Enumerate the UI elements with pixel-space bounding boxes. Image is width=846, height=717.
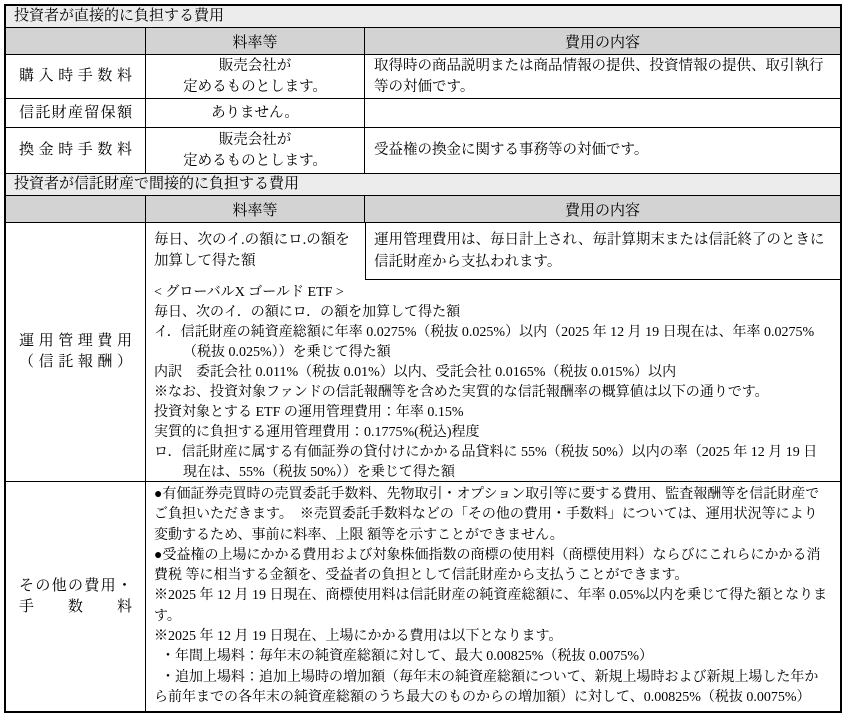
purchase-fee-rate-line1: 販売会社が <box>218 58 292 74</box>
column-header-blank <box>6 28 145 54</box>
reserve-amount-rate: ありません。 <box>211 104 299 121</box>
other-fees-p5: ・年間上場料：毎年末の純資産総額に対して、最大 0.00825%（税抜 0.0075%） <box>161 649 654 665</box>
other-fees-p3: ※2025 年 12 月 19 日現在、商標使用料は信託財産の純資産総額に、年率 0.05%以内を乗じて得た額となります。 <box>154 588 828 624</box>
column-header-rate: 料率等 <box>145 28 364 54</box>
reserve-amount-label-cell <box>6 99 145 127</box>
other-fees-label-line1: その他の費用・ <box>19 577 132 594</box>
column-header-row-indirect <box>6 196 840 223</box>
purchase-fee-desc: 取得時の商品説明または商品情報の提供、投資情報の提供、取引執行等の対価です。 <box>374 58 824 95</box>
management-fee-body <box>145 223 840 481</box>
fund-name-line: < グローバルX ゴールド ETF > <box>154 285 344 300</box>
purchase-fee-label-cell <box>6 55 145 98</box>
row-other-fees <box>6 482 840 711</box>
etf-fee-line: 投資対象とする ETF の運用管理費用：年率 0.15% <box>154 405 464 420</box>
management-fee-detail <box>146 280 840 483</box>
purchase-fee-label: 購入時手数料 <box>19 68 132 84</box>
purchase-fee-desc-cell <box>364 55 840 98</box>
row-management-fee <box>6 223 840 482</box>
redemption-fee-rate-line2: 定めるものとします。 <box>183 152 327 169</box>
section-title-direct: 投資者が直接的に負担する費用 <box>6 6 840 28</box>
item-ro-line: ロ．信託財産に属する有価証券の貸付けにかかる品貸料に 55%（税抜 50%）以内の率（2025 年 12 月 19 日現在は、55%（税抜 50%））を乗じて得た額 <box>154 445 818 480</box>
note-line: ※なお、投資対象ファンドの信託報酬等を含めた実質的な信託報酬率の概算値は以下の通りです。 <box>154 385 769 400</box>
reserve-amount-rate-cell <box>145 99 364 127</box>
redemption-fee-label: 換金時手数料 <box>19 142 132 158</box>
other-fees-body <box>145 482 840 711</box>
calc-line: 毎日、次のイ．の額にロ．の額を加算して得た額 <box>154 305 461 320</box>
management-fee-summary-subrow <box>146 223 840 280</box>
reserve-amount-label: 信託財産留保額 <box>19 104 132 121</box>
other-fees-label-cell <box>6 482 145 711</box>
column-header-desc-2: 費用の内容 <box>364 196 840 222</box>
redemption-fee-rate-line1: 販売会社が <box>218 132 292 148</box>
column-header-blank-2 <box>6 196 145 222</box>
column-header-rate-2: 料率等 <box>145 196 364 222</box>
column-header-desc: 費用の内容 <box>364 28 840 54</box>
purchase-fee-rate-line2: 定めるものとします。 <box>183 78 327 95</box>
other-fees-p2: ●受益権の上場にかかる費用および対象株価指数の商標の使用料（商標使用料）ならびにこれらにかかる消費税 等に相当する金額を、受益者の負担として信託財産から支払うことができます。 <box>154 547 821 584</box>
row-redemption-fee <box>6 128 840 174</box>
purchase-fee-rate-cell <box>145 55 364 98</box>
management-fee-desc-summary: 運用管理費用は、毎日計上され、毎計算期末または信託終了のときに信託財産から支払われます。 <box>365 223 840 280</box>
other-fees-p1: ●有価証券売買時の売買委託手数料、先物取引・オプション取引等に要する費用、監査報酬等を信託財産でご負担いただきます。 ※売買委託手数料などの「その他の費用・手数料」については、運用状況等により変動するため、事前に料率、上限 額等を示すことができません。 <box>154 487 820 543</box>
fee-table <box>4 4 842 713</box>
redemption-fee-label-cell <box>6 128 145 173</box>
breakdown-line: 内訳 委託会社 0.011%（税抜 0.01%）以内、受託会社 0.0165%（税抜 0.015%）以内 <box>154 365 677 380</box>
reserve-amount-desc-cell <box>364 99 840 127</box>
management-fee-label-cell <box>6 223 145 481</box>
column-header-row-direct <box>6 28 840 55</box>
effective-fee-line: 実質的に負担する運用管理費用：0.1775%(税込)程度 <box>154 425 480 440</box>
item-i-line: イ．信託財産の純資産総額に年率 0.0275%（税抜 0.025%）以内（2025 年 12 月 19 日現在は、年率 0.0275%（税抜 0.025%））を乗じて得た額 <box>154 325 815 360</box>
row-purchase-fee <box>6 55 840 99</box>
redemption-fee-desc: 受益権の換金に関する事務等の対価です。 <box>374 142 649 159</box>
redemption-fee-rate-cell <box>145 128 364 173</box>
other-fees-p6: ・追加上場料：追加上場時の増加額（毎年末の純資産総額について、新規上場時および新規上場した年から前年までの各年末の純資産総額のうち最大のものからの増加額）に対して、0.00825%（税抜 0.0075%） <box>154 669 819 705</box>
management-fee-label-line2: （信託報酬） <box>19 354 132 370</box>
other-fees-p4: ※2025 年 12 月 19 日現在、上場にかかる費用は以下となります。 <box>154 629 563 645</box>
redemption-fee-desc-cell <box>364 128 840 173</box>
management-fee-rate-summary: 毎日、次のイ.の額にロ.の額を加算して得た額 <box>154 232 350 269</box>
section-title-indirect: 投資者が信託財産で間接的に負担する費用 <box>6 174 840 196</box>
other-fees-label-line2: 手 数 料 <box>19 598 132 615</box>
management-fee-label-line1: 運用管理費用 <box>19 333 132 349</box>
row-reserve-amount <box>6 99 840 128</box>
